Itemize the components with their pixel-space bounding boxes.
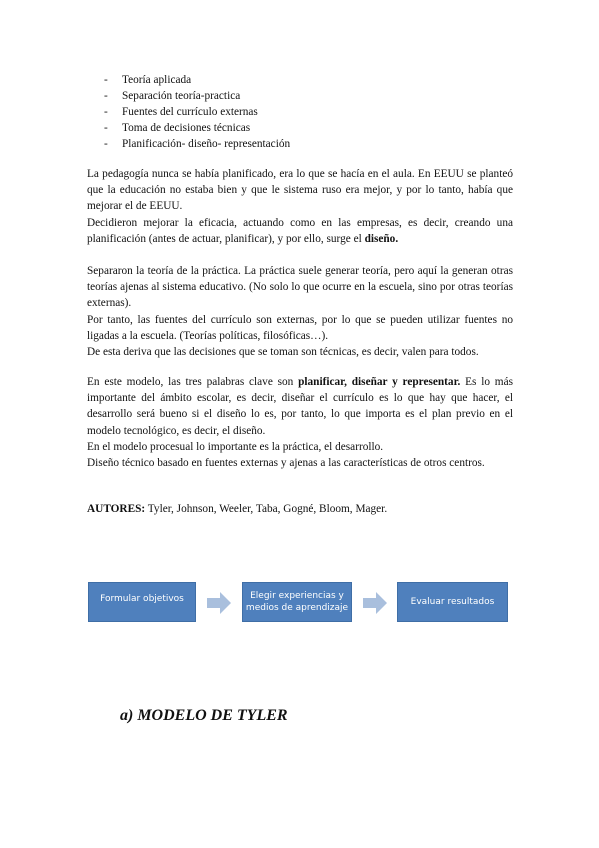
- list-item: - Toma de decisiones técnicas: [104, 122, 251, 134]
- paragraph-pedagogia: [87, 166, 513, 247]
- list-item-text: Teoría aplicada: [122, 74, 192, 86]
- list-item-text: Fuentes del currículo externas: [122, 106, 258, 118]
- list-item: - Teoría aplicada: [104, 74, 192, 86]
- list-item: - Fuentes del currículo externas: [104, 106, 258, 118]
- paragraph-line: La pedagogía nunca se había planificado, era lo que se hacía en el aula. En EEUU se planteó que la educación no estaba bien y que le sistema ruso era mejor, y por lo tanto, había que mejorar el de EEUU.: [87, 168, 513, 213]
- text-span: Es lo más importante del ámbito escolar, es decir, diseñar el currículo es lo que hay que hacer, el desarrollo será bueno si el diseño lo es, por tanto, lo que importa es el plan previo en el modelo tecnológico, es decir, el diseño.: [87, 376, 514, 437]
- flow-step-elegir: [242, 582, 352, 622]
- paragraph-modelo: [87, 374, 513, 471]
- authors-line: [87, 503, 387, 515]
- list-item-text: Separación teoría-practica: [122, 90, 241, 102]
- authors-names: Tyler, Johnson, Weeler, Taba, Gogné, Bloom, Mager.: [145, 503, 388, 515]
- bullet-list: [104, 72, 290, 152]
- flow-step-label: [246, 590, 348, 614]
- flow-step-label: Evaluar resultados: [410, 597, 495, 607]
- authors-label: AUTORES:: [87, 503, 146, 515]
- list-item-text: Toma de decisiones técnicas: [122, 122, 251, 134]
- right-arrow-icon: [363, 592, 387, 614]
- flow-step-label-line: Elegir experiencias y: [250, 591, 344, 601]
- bold-text: planificar, diseñar y representar.: [298, 376, 461, 388]
- paragraph-teoria: [87, 263, 513, 360]
- right-arrow-icon: [207, 592, 231, 614]
- flow-step-label: Formular objetivos: [100, 594, 184, 604]
- flow-step-label-line: medios de aprendizaje: [245, 603, 349, 613]
- flow-step-evaluar: [397, 582, 508, 622]
- bold-text: diseño.: [364, 232, 399, 245]
- text-span: Decidieron mejorar la eficacia, actuando como en las empresas, es decir, creando una planificación (antes de actuar, planificar), y por ello, surge el: [87, 216, 513, 245]
- text-span: En este modelo, las tres palabras clave son: [87, 376, 299, 388]
- paragraph-line: Diseño técnico basado en fuentes externas y ajenas a las características de otros centros.: [87, 457, 485, 470]
- section-heading: a) MODELO DE TYLER: [120, 707, 288, 724]
- paragraph-line: De esta deriva que las decisiones que se toman son técnicas, es decir, valen para todos.: [87, 346, 479, 359]
- list-item: - Planificación- diseño- representación: [104, 138, 291, 150]
- paragraph-line: [87, 374, 513, 439]
- paragraph-line: Por tanto, las fuentes del currículo son externas, por lo que se pueden utilizar fuentes no ligadas a la escuela. (Teorías políticas, filosóficas…).: [87, 313, 513, 342]
- list-item-text: Planificación- diseño- representación: [122, 138, 291, 150]
- paragraph-line: Separaron la teoría de la práctica. La práctica suele generar teoría, pero aquí la generan otras teorías ajenas al sistema educativo. (No solo lo que ocurre en la escuela, sino por otras teorías externas).: [87, 265, 513, 310]
- paragraph-line: [87, 215, 513, 247]
- list-item: - Separación teoría-practica: [104, 90, 241, 102]
- flow-step-formular: [88, 582, 196, 622]
- paragraph-line: En el modelo procesual lo importante es la práctica, el desarrollo.: [87, 440, 384, 453]
